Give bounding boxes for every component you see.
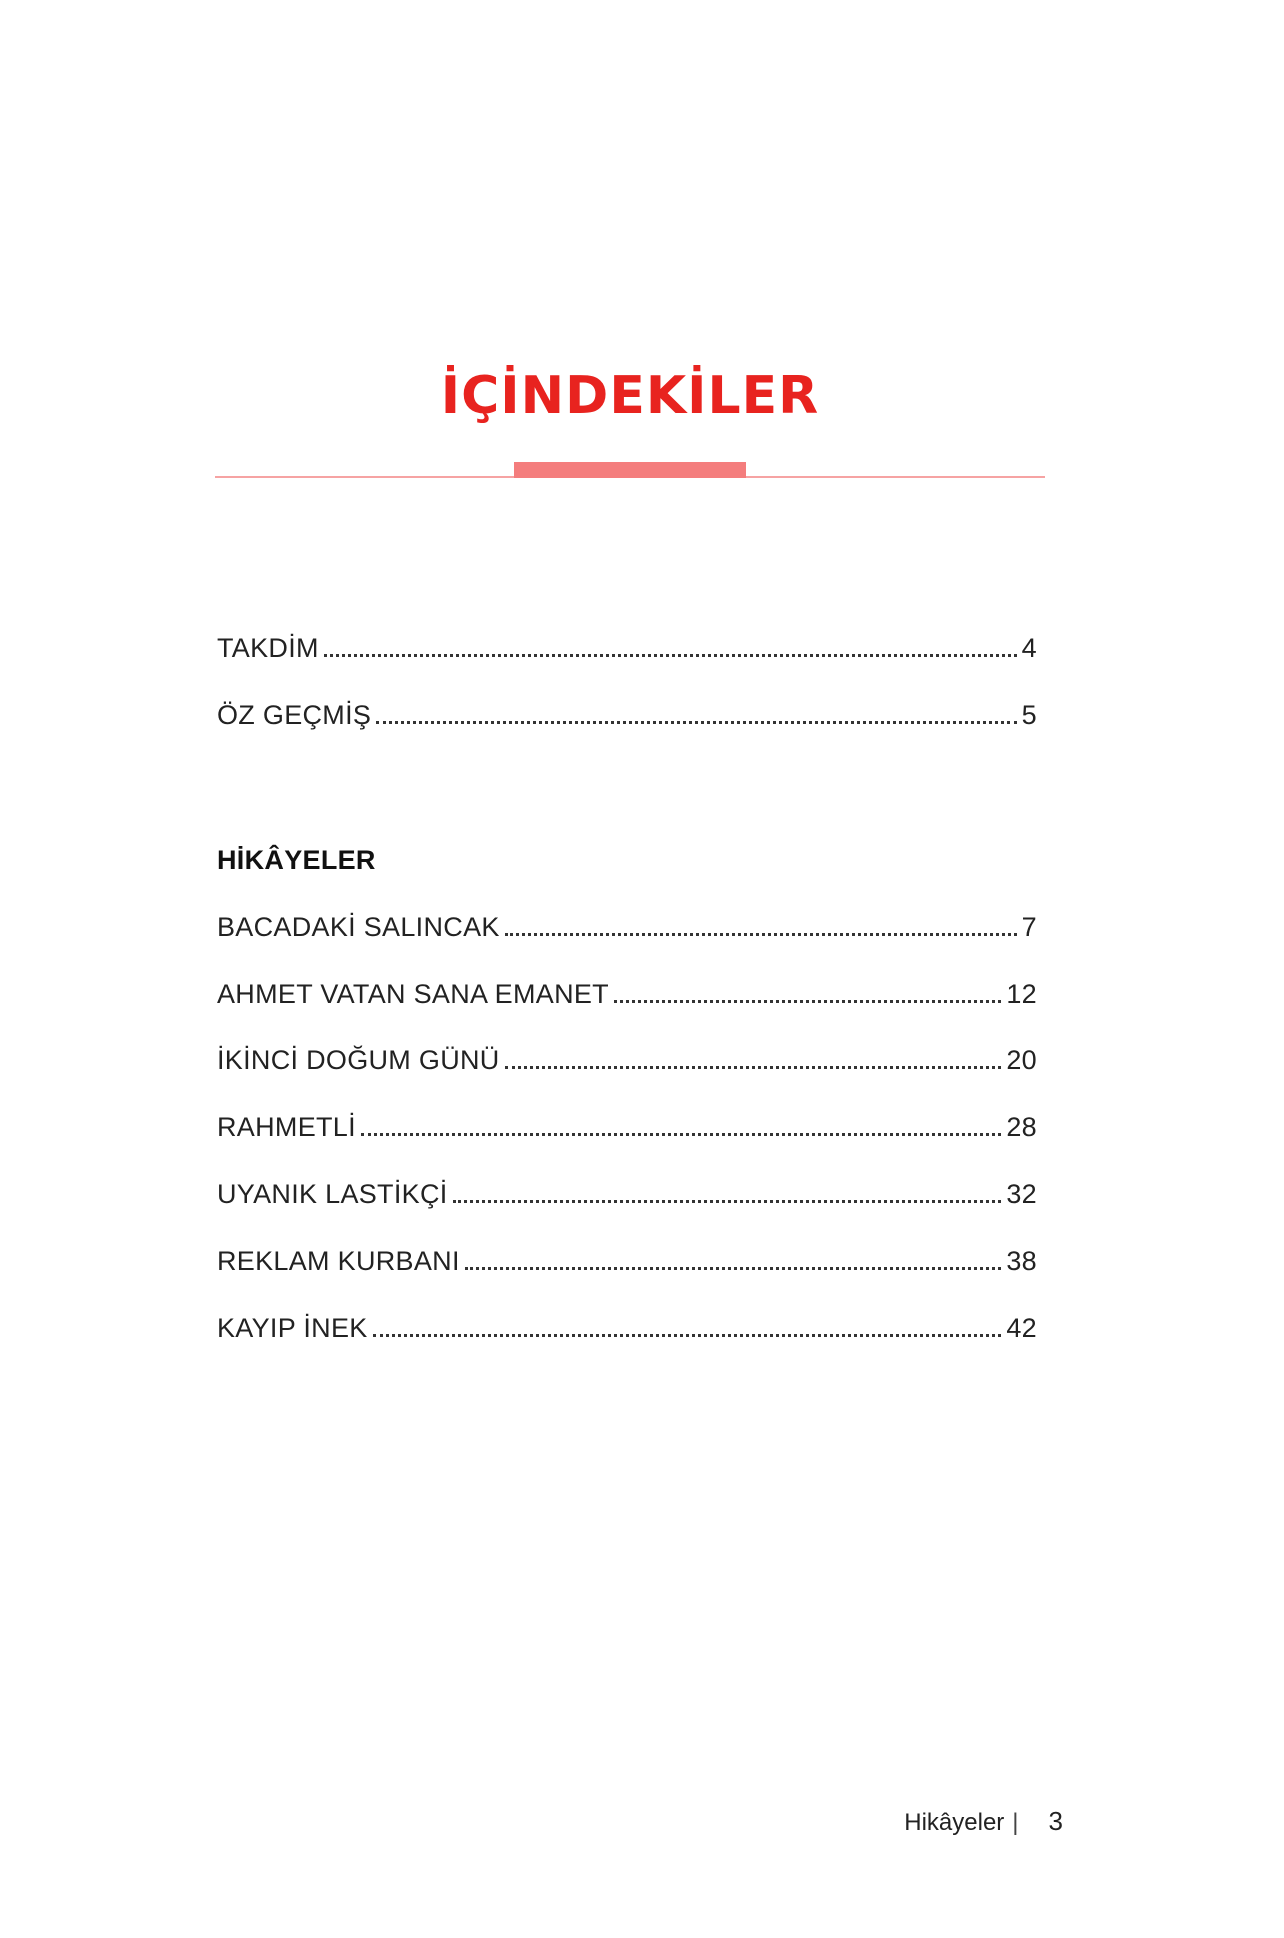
- toc-entry[interactable]: [217, 1243, 1037, 1279]
- toc-entry-page: 42: [1006, 1313, 1037, 1343]
- dot-leader: [465, 1266, 1002, 1270]
- dot-leader: [614, 999, 1001, 1003]
- toc-entry-page: 7: [1021, 912, 1037, 942]
- footer-separator: |: [1012, 1809, 1019, 1836]
- section-heading: HİKÂYELER: [217, 845, 376, 875]
- toc-entry-takdim[interactable]: [217, 630, 1037, 666]
- page-title: İÇİNDEKİLER: [440, 366, 820, 426]
- toc-entry-label: TAKDİM: [217, 633, 319, 663]
- toc-entry-label: ÖZ GEÇMİŞ: [217, 700, 372, 730]
- toc-entry-page: 20: [1006, 1045, 1037, 1075]
- toc-entry-label: BACADAKİ SALINCAK: [217, 912, 500, 942]
- toc-entry-label: İKİNCİ DOĞUM GÜNÜ: [217, 1045, 500, 1075]
- toc-entry-page: 38: [1006, 1246, 1037, 1276]
- toc-entry-label: UYANIK LASTİKÇİ: [217, 1179, 448, 1209]
- dot-leader: [505, 1065, 1002, 1069]
- page-number: 3: [1048, 1806, 1063, 1836]
- toc-entry-page: 5: [1021, 700, 1037, 730]
- page-footer: [904, 1806, 1063, 1837]
- toc-entry[interactable]: [217, 1042, 1037, 1078]
- toc-entry-label: AHMET VATAN SANA EMANET: [217, 979, 609, 1009]
- dot-leader: [324, 653, 1017, 657]
- title-accent-bar: [514, 462, 746, 478]
- toc-entry-oz-gecmis[interactable]: [217, 697, 1037, 733]
- toc-entry-page: 32: [1006, 1179, 1037, 1209]
- dot-leader: [376, 720, 1016, 724]
- toc-entry[interactable]: [217, 909, 1037, 945]
- dot-leader: [453, 1199, 1002, 1203]
- toc-entry[interactable]: [217, 976, 1037, 1012]
- running-title: Hikâyeler: [904, 1809, 1005, 1836]
- toc-entry-label: REKLAM KURBANI: [217, 1246, 460, 1276]
- toc-entry-label: RAHMETLİ: [217, 1112, 356, 1142]
- toc-entry-page: 28: [1006, 1112, 1037, 1142]
- dot-leader: [505, 932, 1017, 936]
- toc-entry-label: KAYIP İNEK: [217, 1313, 368, 1343]
- toc-entry[interactable]: [217, 1310, 1037, 1346]
- toc-entry[interactable]: [217, 1176, 1037, 1212]
- toc-entry[interactable]: [217, 1109, 1037, 1145]
- dot-leader: [373, 1333, 1002, 1337]
- dot-leader: [361, 1132, 1001, 1136]
- toc-entry-page: 12: [1006, 979, 1037, 1009]
- toc-entry-page: 4: [1021, 633, 1037, 663]
